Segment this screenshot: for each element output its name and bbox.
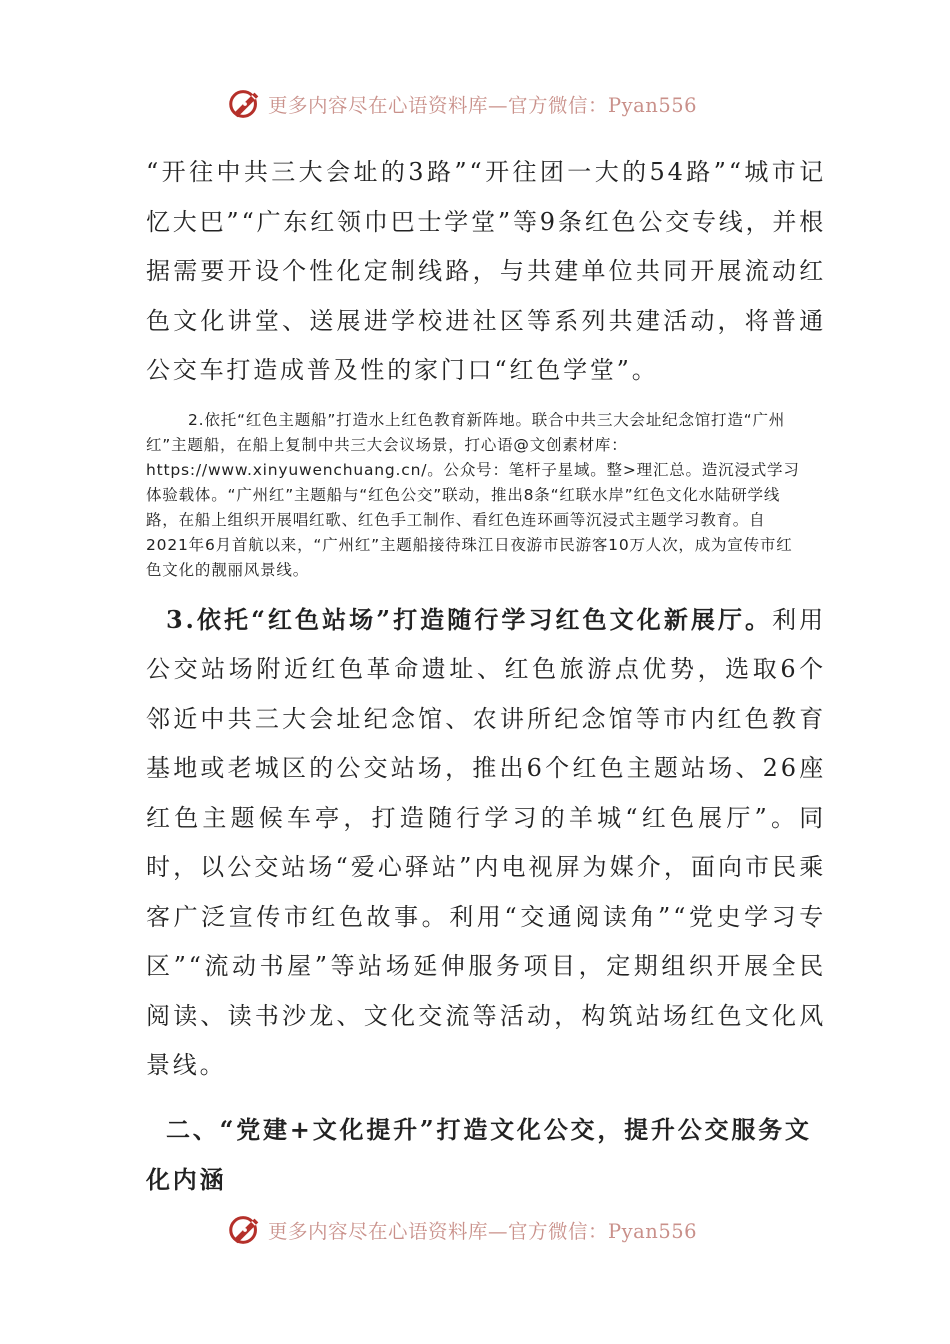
document-body [146, 148, 826, 1205]
paragraph-red-stations [146, 595, 826, 1091]
pen-nib-logo-icon [226, 85, 264, 123]
paragraph-red-theme-boat-text: 2.依托“红色主题船”打造水上红色教育新阵地。联合中共三大会址纪念馆打造“广州红”主题船，在船上复制中共三大会议场景，打心语@文创素材库：https://www.xinyuwenchuang.cn/。公众号：笔杆子星域。整>理汇总。造沉浸式学习体验载体。“广州红”主题船与“红色公交”联动，推出8条“红联水岸”红色文化水陆研学线路，在船上组织开展唱红歌、红色手工制作、看红色连环画等沉浸式主题学习教育。自2021年6月首航以来，“广州红”主题船接待珠江日夜游市民游客10万人次，成为宣传市红色文化的靓丽风景线。 [146, 410, 800, 579]
paragraph-red-theme-boat [146, 408, 806, 583]
paragraph-red-stations-text: 利用公交站场附近红色革命遗址、红色旅游点优势，选取6个邻近中共三大会址纪念馆、农讲所纪念馆等市内红色教育基地或老城区的公交站场，推出6个红色主题站场、26座红色主题候车亭，打造随行学习的羊城“红色展厅”。同时，以公交站场“爱心驿站”内电视屏为媒介，面向市民乘客广泛宣传市红色故事。利用“交通阅读角”“党史学习专区”“流动书屋”等站场延伸服务项目，定期组织开展全民阅读、读书沙龙、文化交流等活动，构筑站场红色文化风景线。 [146, 605, 826, 1079]
section-heading [146, 1105, 826, 1205]
footer-banner [226, 1210, 746, 1250]
pen-nib-logo-icon [226, 1211, 264, 1249]
section-heading-text: 二、“党建+文化提升”打造文化公交，提升公交服务文化内涵 [146, 1114, 812, 1194]
header-banner-text: 更多内容尽在心语资料库—官方微信：Pyan556 [268, 94, 698, 117]
paragraph-red-stations-lead: 3.依托“红色站场”打造随行学习红色文化新展厅。 [166, 604, 773, 634]
header-banner [226, 84, 746, 124]
paragraph-bus-lines: “开往中共三大会址的3路”“开往团一大的54路”“城市记忆大巴”“广东红领巾巴士学堂”等9条红色公交专线，并根据需要开设个性化定制线路，与共建单位共同开展流动红色文化讲堂、送展进学校进社区等系列共建活动，将普通公交车打造成普及性的家门口“红色学堂”。 [146, 158, 826, 384]
footer-banner-text: 更多内容尽在心语资料库—官方微信：Pyan556 [268, 1220, 698, 1243]
